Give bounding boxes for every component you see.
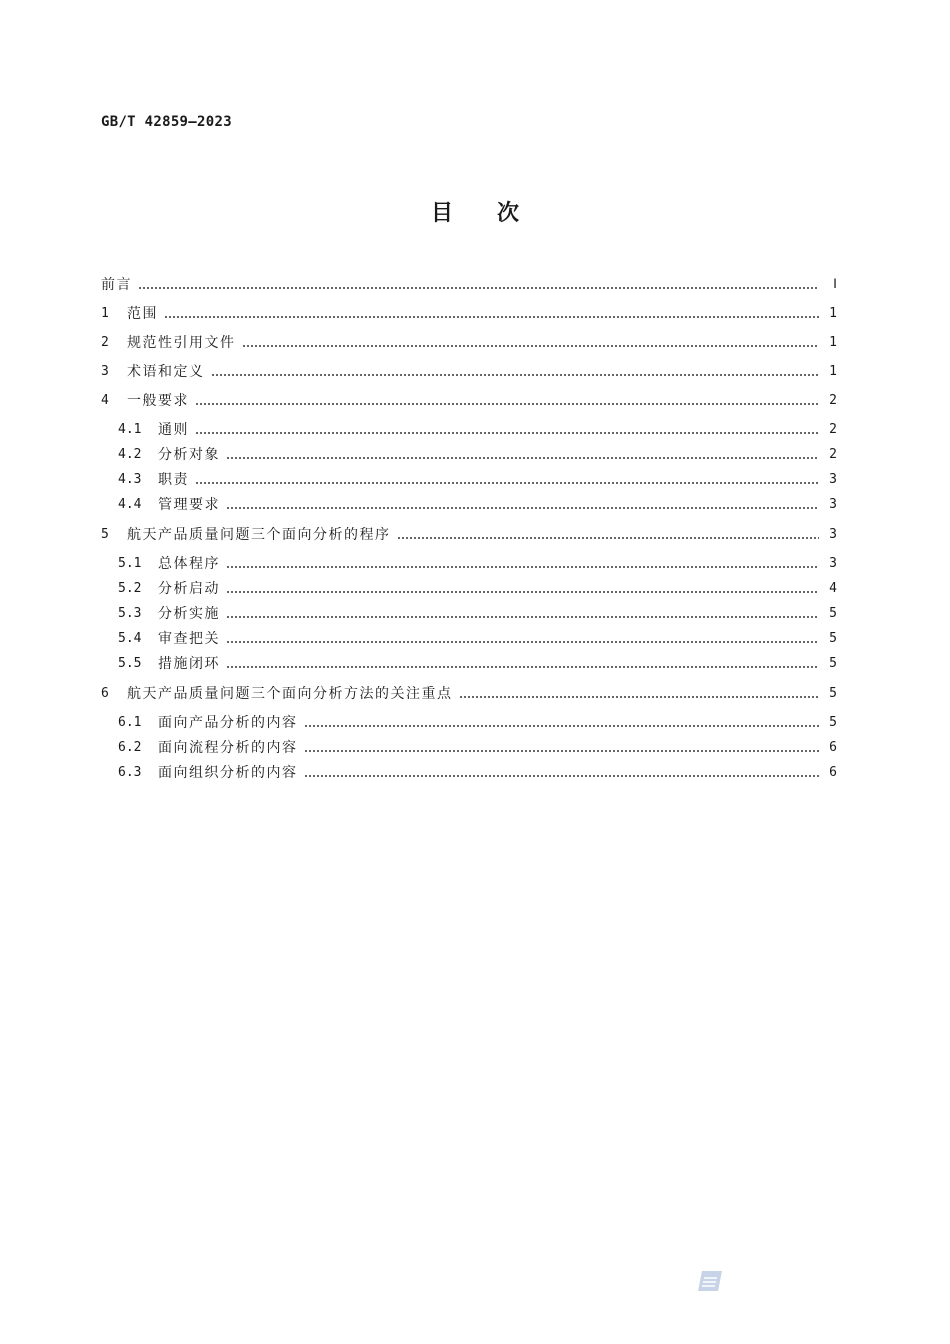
- toc-entry-5-3[interactable]: [118, 603, 837, 623]
- toc-entry-label: 面向组织分析的内容: [158, 765, 298, 781]
- toc-entry-page: 3: [829, 526, 837, 542]
- toc-entry-5-5[interactable]: [118, 653, 837, 673]
- dot-leader: [195, 482, 819, 484]
- toc-entry-page: 2: [829, 421, 837, 437]
- toc-entry-5[interactable]: [101, 524, 837, 544]
- dot-leader: [226, 457, 819, 459]
- toc-entry-label: 一般要求: [127, 393, 189, 409]
- toc-entry-number: 5.2: [118, 580, 142, 596]
- dot-leader: [459, 696, 820, 698]
- standard-code: GB/T 42859—2023: [101, 114, 232, 130]
- toc-entry-page: 3: [829, 496, 837, 512]
- toc-entry-page: 5: [829, 605, 837, 621]
- toc-entry-page: 2: [829, 392, 837, 408]
- toc-entry-number: 2: [101, 334, 109, 350]
- dot-leader: [195, 432, 819, 434]
- toc-entry-label: 职责: [158, 472, 189, 488]
- dot-leader: [226, 616, 819, 618]
- dot-leader: [211, 374, 820, 376]
- toc-entry-4[interactable]: [101, 390, 837, 410]
- dot-leader: [226, 641, 819, 643]
- dot-leader: [304, 725, 820, 727]
- toc-entry-number: 4.3: [118, 471, 142, 487]
- toc-entry-number: 4.4: [118, 496, 142, 512]
- toc-entry-label: 通则: [158, 422, 189, 438]
- toc-entry-label: 规范性引用文件: [127, 335, 236, 351]
- toc-entry-label: 管理要求: [158, 497, 220, 513]
- toc-entry-page: 5: [829, 655, 837, 671]
- dot-leader: [226, 666, 819, 668]
- toc-entry-number: 5.5: [118, 655, 142, 671]
- toc-entry-number: 4.2: [118, 446, 142, 462]
- toc-entry-number: 3: [101, 363, 109, 379]
- dot-leader: [242, 345, 820, 347]
- toc-entry-number: 4.1: [118, 421, 142, 437]
- toc-entry-number: 6.1: [118, 714, 142, 730]
- dot-leader: [397, 537, 820, 539]
- toc-entry-page: 6: [829, 764, 837, 780]
- toc-entry-page: 1: [829, 334, 837, 350]
- toc-entry-label: 面向产品分析的内容: [158, 715, 298, 731]
- dot-leader: [304, 775, 820, 777]
- toc-entry-5-1[interactable]: [118, 553, 837, 573]
- dot-leader: [304, 750, 820, 752]
- toc-entry-label: 总体程序: [158, 556, 220, 572]
- toc-entry-page: 1: [829, 363, 837, 379]
- toc-entry-page: 6: [829, 739, 837, 755]
- toc-entry-number: 5.3: [118, 605, 142, 621]
- toc-entry-number: 1: [101, 305, 109, 321]
- toc-entry-4-3[interactable]: [118, 469, 837, 489]
- toc-entry-1[interactable]: [101, 303, 837, 323]
- dot-leader: [138, 287, 819, 289]
- dot-leader: [195, 403, 819, 405]
- toc-entry-number: 5: [101, 526, 109, 542]
- toc-entry-number: 6: [101, 685, 109, 701]
- toc-entry-label: 分析启动: [158, 581, 220, 597]
- toc-entry-6-2[interactable]: [118, 737, 837, 757]
- toc-entry-number: 6.3: [118, 764, 142, 780]
- toc-entry-2[interactable]: [101, 332, 837, 352]
- toc-entry-label: 审查把关: [158, 631, 220, 647]
- toc-entry-number: 6.2: [118, 739, 142, 755]
- toc-entry-page: 4: [829, 580, 837, 596]
- toc-entry-page: 2: [829, 446, 837, 462]
- toc-entry-label: 航天产品质量问题三个面向分析的程序: [127, 527, 391, 543]
- toc-entry-label: 范围: [127, 306, 158, 322]
- toc-entry-3[interactable]: [101, 361, 837, 381]
- dot-leader: [226, 507, 819, 509]
- toc-entry-label: 分析对象: [158, 447, 220, 463]
- toc-entry-label: 措施闭环: [158, 656, 220, 672]
- toc-entry-4-4[interactable]: [118, 494, 837, 514]
- toc-entry-page: Ⅰ: [833, 276, 837, 292]
- toc-entry-6[interactable]: [101, 683, 837, 703]
- dot-leader: [226, 591, 819, 593]
- toc-entry-label: 前言: [101, 277, 132, 293]
- toc-entry-page: 1: [829, 305, 837, 321]
- toc-entry-number: 4: [101, 392, 109, 408]
- toc-entry-label: 术语和定义: [127, 364, 205, 380]
- toc-entry-label: 面向流程分析的内容: [158, 740, 298, 756]
- toc-entry-5-2[interactable]: [118, 578, 837, 598]
- toc-entry-label: 航天产品质量问题三个面向分析方法的关注重点: [127, 686, 453, 702]
- toc-entry-page: 5: [829, 630, 837, 646]
- sac-logo-icon: [696, 1269, 724, 1293]
- toc-entry-foreword[interactable]: [101, 274, 837, 294]
- toc-entry-4-2[interactable]: [118, 444, 837, 464]
- toc-entry-5-4[interactable]: [118, 628, 837, 648]
- toc-entry-page: 5: [829, 685, 837, 701]
- toc-title: 目次: [430, 201, 563, 226]
- toc-entry-page: 5: [829, 714, 837, 730]
- toc-entry-6-3[interactable]: [118, 762, 837, 782]
- toc-entry-label: 分析实施: [158, 606, 220, 622]
- toc-entry-number: 5.1: [118, 555, 142, 571]
- toc-entry-4-1[interactable]: [118, 419, 837, 439]
- toc-entry-number: 5.4: [118, 630, 142, 646]
- toc-entry-page: 3: [829, 555, 837, 571]
- dot-leader: [226, 566, 819, 568]
- toc-entry-6-1[interactable]: [118, 712, 837, 732]
- toc-entry-page: 3: [829, 471, 837, 487]
- dot-leader: [164, 316, 819, 318]
